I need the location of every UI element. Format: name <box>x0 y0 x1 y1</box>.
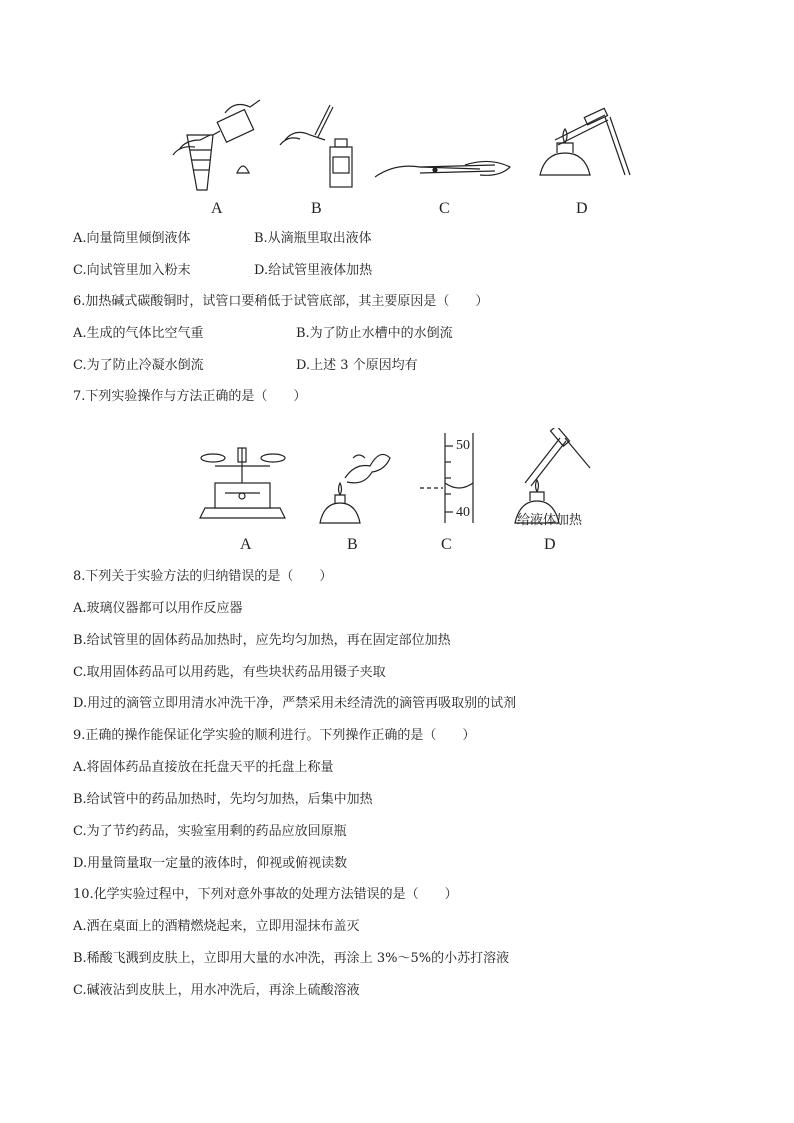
q6-option-d: D.上述 3 个原因均有 <box>296 358 418 373</box>
q8-option-c: C.取用固体药品可以用药匙，有些块状药品用镊子夹取 <box>73 665 386 680</box>
cylinder-tick-50: 50 <box>456 438 470 453</box>
fig2-label-b: B <box>347 536 358 553</box>
heating-caption: 给液体加热 <box>517 513 583 528</box>
q5-option-b: B.从滴瓶里取出液体 <box>254 231 372 246</box>
q8-option-d: D.用过的滴管立即用清水冲洗干净，严禁采用未经清洗的滴管再吸取别的试剂 <box>73 696 517 711</box>
q5-option-a: A.向量筒里倾倒液体 <box>73 231 191 246</box>
lighting-lamp-drawing <box>320 454 390 523</box>
q8-stem: 8.下列关于实验方法的归纳错误的是（ ） <box>73 569 333 584</box>
figure-1-lab-operations <box>165 95 645 200</box>
fig1-label-b: B <box>311 200 322 217</box>
q10-stem: 10.化学实验过程中，下列对意外事故的处理方法错误的是（ ） <box>73 887 458 902</box>
q6-stem: 6.加热碱式碳酸铜时，试管口要稍低于试管底部，其主要原因是（ ） <box>73 294 489 309</box>
fig2-label-d: D <box>544 536 556 553</box>
q10-option-b: B.稀酸飞溅到皮肤上，立即用大量的水冲洗，再涂上 3%～5%的小苏打溶液 <box>73 951 510 966</box>
q6-option-b: B.为了防止水槽中的水倒流 <box>296 326 453 341</box>
q9-option-c: C.为了节约药品，实验室用剩的药品应放回原瓶 <box>73 824 347 839</box>
cylinder-tick-40: 40 <box>456 505 470 520</box>
adding-powder-drawing <box>375 161 510 177</box>
balance-drawing <box>200 448 285 518</box>
q8-option-b: B.给试管里的固体药品加热时，应先均匀加热，再在固定部位加热 <box>73 633 451 648</box>
q10-option-c: C.碱液沾到皮肤上，用水冲洗后，再涂上硫酸溶液 <box>73 983 360 998</box>
q6-option-c: C.为了防止冷凝水倒流 <box>73 358 204 373</box>
q6-option-a: A.生成的气体比空气重 <box>73 326 204 341</box>
fig2-label-a: A <box>240 536 252 553</box>
q10-option-a: A.洒在桌面上的酒精燃烧起来，立即用湿抹布盖灭 <box>73 919 360 934</box>
q8-option-a: A.玻璃仪器都可以用作反应器 <box>73 601 243 616</box>
q9-option-d: D.用量筒量取一定量的液体时，仰视或俯视读数 <box>73 856 348 871</box>
pouring-into-cylinder-drawing <box>173 100 260 190</box>
q9-option-a: A.将固体药品直接放在托盘天平的托盘上称量 <box>73 760 334 775</box>
q5-option-c: C.向试管里加入粉末 <box>73 263 191 278</box>
q9-option-b: B.给试管中的药品加热时，先均匀加热，后集中加热 <box>73 792 373 807</box>
fig1-label-c: C <box>439 200 450 217</box>
dropper-bottle-drawing <box>280 105 352 187</box>
fig1-label-a: A <box>211 200 223 217</box>
q5-option-d: D.给试管里液体加热 <box>254 263 373 278</box>
q7-stem: 7.下列实验操作与方法正确的是（ ） <box>73 389 307 404</box>
fig1-label-d: D <box>576 200 588 217</box>
heating-liquid-tube-drawing <box>540 108 630 175</box>
q9-stem: 9.正确的操作能保证化学实验的顺利进行。下列操作正确的是（ ） <box>73 728 476 743</box>
fig2-label-c: C <box>441 536 452 553</box>
